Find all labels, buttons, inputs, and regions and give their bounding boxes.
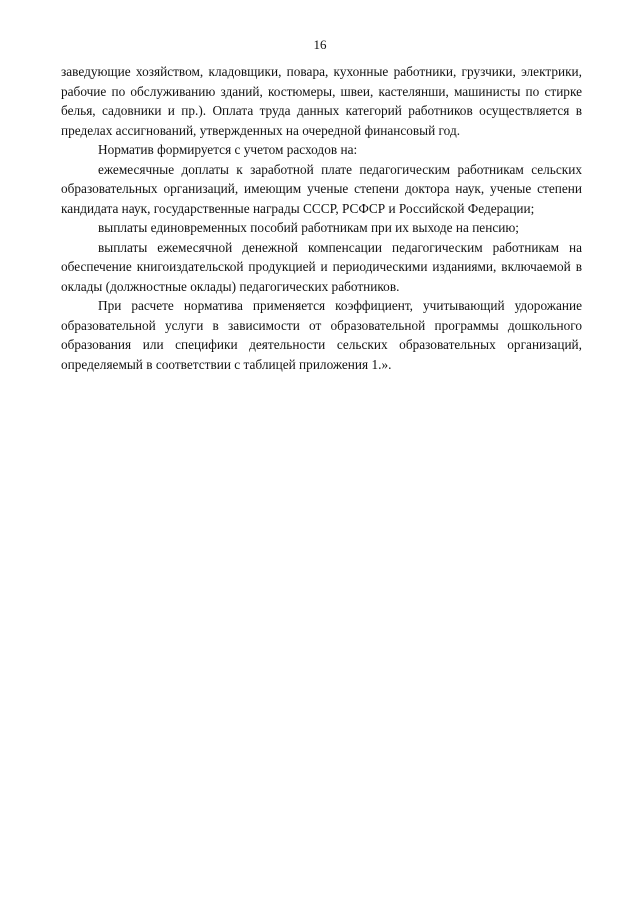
document-body bbox=[61, 62, 582, 374]
paragraph-retirement-benefits: выплаты единовременных пособий работникам при их выходе на пенсию; bbox=[98, 220, 519, 235]
page-number: 16 bbox=[313, 37, 327, 52]
paragraph-staff-continuation: заведующие хозяйством, кладовщики, повара, кухонные работники, грузчики, электрики, рабочие по обслуживанию зданий, костюмеры, швеи, кастелянши, машинисты по стирке белья, садовники и пр.). Оплата труда данных категорий работников осуществляется в пределах ассигнований, утвержденных на очередной финансовый год. bbox=[61, 64, 582, 138]
paragraph-monthly-compensation: выплаты ежемесячной денежной компенсации педагогическим работникам на обеспечение книгоиздательской продукцией и периодическими изданиями, включаемой в оклады (должностные оклады) педагогических работников. bbox=[61, 239, 582, 294]
paragraph-monthly-supplements: ежемесячные доплаты к заработной плате педагогическим работникам сельских образовательных организаций, имеющим ученые степени доктора наук, ученые степени кандидата наук, государственные награды СССР, РСФСР и Российской Федерации; bbox=[61, 161, 582, 216]
paragraph-norm-intro: Норматив формируется с учетом расходов на: bbox=[98, 142, 358, 157]
paragraph-coefficient: При расчете норматива применяется коэффициент, учитывающий удорожание образовательной услуги в зависимости от образовательной программы дошкольного образования или специфики деятельности сельских образовательных организаций, определяемый в соответствии с таблицей приложения 1.». bbox=[61, 298, 582, 372]
